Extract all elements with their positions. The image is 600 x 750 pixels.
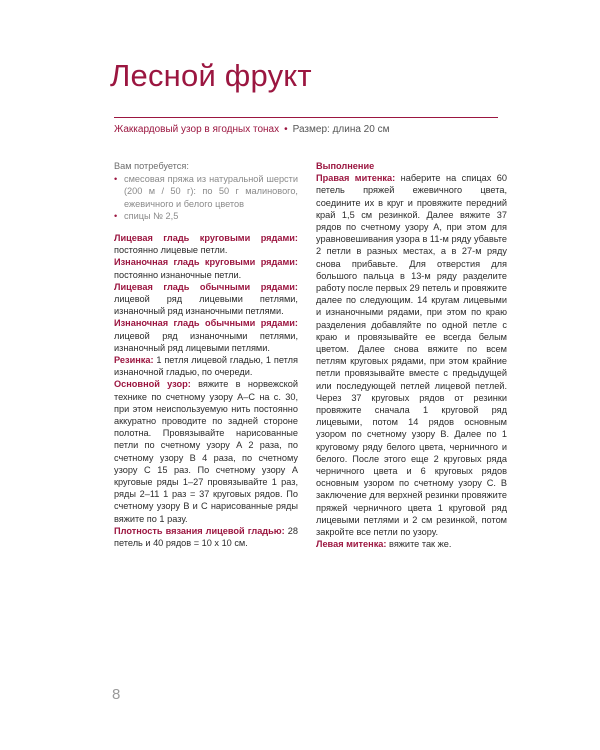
instruction-right-mitten bbox=[316, 172, 507, 538]
definition-main-pattern bbox=[114, 378, 298, 524]
definition-gauge bbox=[114, 525, 298, 549]
definition-term: Лицевая гладь обычными рядами: bbox=[114, 281, 298, 292]
definition-text: 1 петля лицевой гладью, 1 петля изнаночной гладью, по очереди. bbox=[114, 355, 298, 378]
definition-text: постоянно изнаночные петли. bbox=[114, 269, 242, 280]
definition-text: вяжите в норвежской технике по счетному узору А–С на с. 30, при этом неиспользуемую нить постоянно аккуратно проводите по задней стороне полотна. Провязывайте нарисованные петли по счетному узору А 2 раза, по счетному узору В 4 раза, по счетному узору С 15 раз. По счетному узору А круговые ряды 1–27 провязывайте 1 раз, ряды 2–11 1 раз = 37 круговых рядов. По счетному узору В и С нарисованные ряды вяжите по 1 разу. bbox=[114, 379, 298, 524]
materials-block bbox=[114, 160, 298, 222]
definition-text: лицевой ряд лицевыми петлями, изнаночный ряд изнаночными петлями. bbox=[114, 294, 298, 317]
materials-item bbox=[114, 173, 298, 210]
page-title: Лесной фрукт bbox=[110, 58, 312, 93]
definition-term: Плотность вязания лицевой гладью: bbox=[114, 525, 285, 536]
materials-heading: Вам потребуется: bbox=[114, 161, 189, 171]
size-info: Размер: длина 20 см bbox=[292, 124, 390, 135]
definition-term: Резинка: bbox=[114, 355, 154, 366]
subtitle-bar bbox=[114, 117, 498, 135]
instruction-text: вяжите так же. bbox=[386, 539, 452, 550]
definition-reverse-round bbox=[114, 256, 298, 280]
instructions-heading: Выполнение bbox=[316, 161, 375, 171]
definition-text: постоянно лицевые петли. bbox=[114, 245, 228, 256]
definition-term: Лицевая гладь круговыми рядами: bbox=[114, 233, 298, 244]
bullet-icon: • bbox=[114, 210, 118, 221]
right-column bbox=[316, 160, 507, 551]
definition-text: лицевой ряд изнаночными петлями, изнаночный ряд лицевыми петлями. bbox=[114, 330, 298, 353]
materials-item-text: спицы № 2,5 bbox=[124, 210, 179, 221]
bullet-icon: • bbox=[114, 174, 118, 185]
definition-term: Изнаночная гладь обычными рядами: bbox=[114, 318, 298, 329]
definition-term: Основной узор: bbox=[114, 379, 191, 390]
definition-term: Изнаночная гладь круговыми рядами: bbox=[114, 257, 298, 268]
left-column bbox=[114, 160, 298, 549]
instruction-text: наберите на спицах 60 петель пряжей ежевичного цвета, соедините их в круг и провяжите передний край 1,5 см резинкой. Далее вяжите 37 рядов по счетному узору А, при этом для уравновешивания узора в 11-м ряду убавьте 2 петли в разных местах, а в 27-м ряду снова прибавьте. Для отверстия для большого пальца в 13-м ряду разделите работу после первых 29 петель и провяжите далее по следующим. 14 кругам лицевыми и изнаночными рядами, при этом по краю разделения добавляйте по одной петле с краю и провязывайте ее всегда белым цветом. Далее снова вяжите по всем петлям круговых рядами, при этом крайние петли провязывайте вместе с предыдущей или последующей петлей лицевой петлей. Через 37 круговых рядов от резинки провяжите сначала 1 круговой ряд лицевыми, потом 14 рядов основным узором по счетному узору В. Далее по 1 круговому ряду белого цвета, черничного и белого. После этого еще 2 круговых ряда черничного цвета и 6 круговых рядов основным узором по счетному узору С. В заключение для верхней резинки провяжите пряжей черничного цвета 1 круговой ряд лицевыми петлями и 2 см резинкой, потом закройте все петли по узору. bbox=[316, 173, 508, 538]
definition-stockinette-rows bbox=[114, 281, 298, 318]
definition-rib bbox=[114, 354, 298, 378]
instruction-term: Правая митенка: bbox=[316, 173, 396, 184]
definition-stockinette-round bbox=[114, 232, 298, 256]
definition-text: 28 петель и 40 рядов = 10 x 10 см. bbox=[114, 525, 298, 549]
subtitle-separator: • bbox=[284, 124, 288, 135]
definition-reverse-rows bbox=[114, 317, 298, 354]
page-number: 8 bbox=[112, 686, 121, 703]
materials-item bbox=[114, 210, 298, 222]
instruction-left-mitten bbox=[316, 538, 507, 550]
materials-item-text: смесовая пряжа из натуральной шерсти (200 м / 50 г): по 50 г малинового, ежевичного и белого цветов bbox=[124, 174, 298, 209]
instruction-term: Левая митенка: bbox=[316, 539, 387, 550]
pattern-name: Жаккардовый узор в ягодных тонах bbox=[114, 124, 280, 135]
